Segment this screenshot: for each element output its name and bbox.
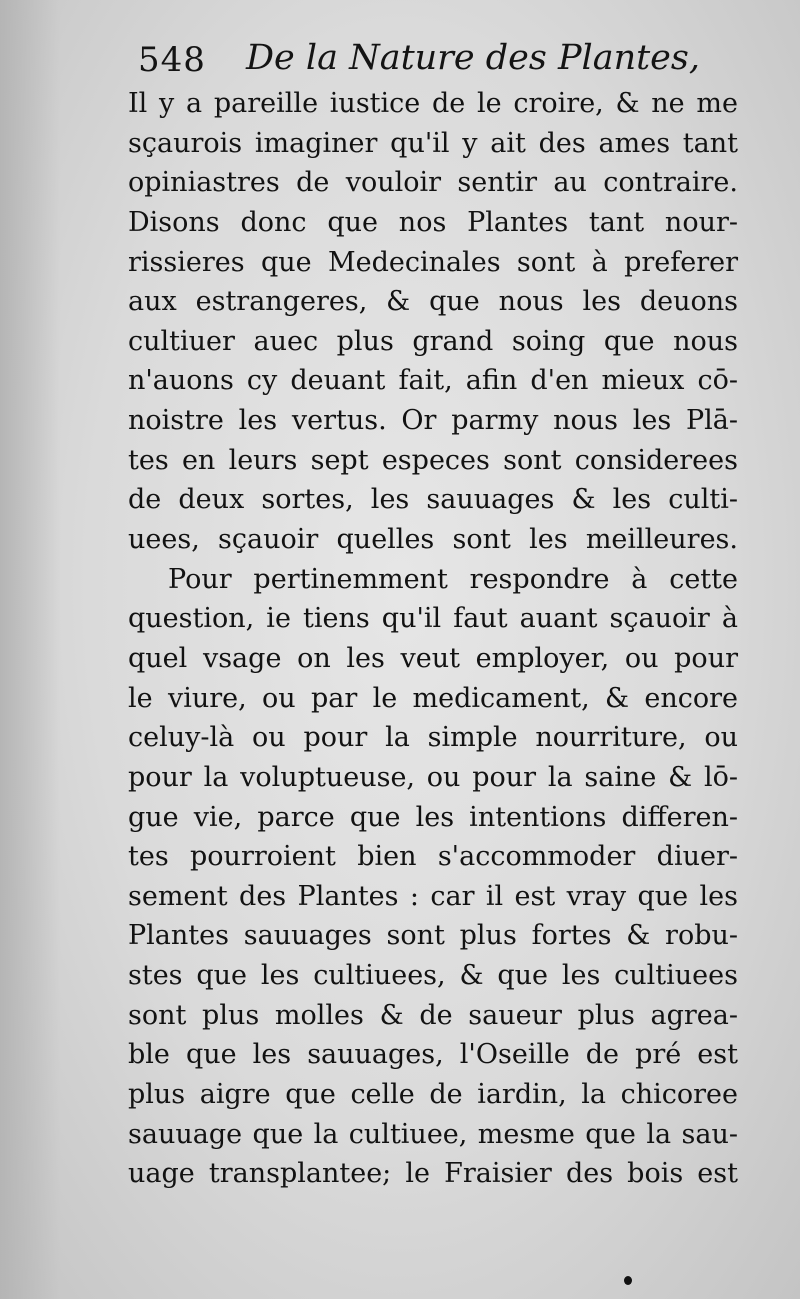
text-line: Il y a pareille iustice de le croire, & ne me [128,88,738,119]
text-line: Plantes sauuages sont plus fortes & robu- [128,920,738,952]
text-line: sauuage que la cultiuee, mesme que la sau- [128,1118,738,1150]
text-line: aux estrangeres, & que nous les deuons [128,286,738,318]
text-line: stes que les cultiuees, & que les cultiuees [128,960,738,992]
text-line: question, ie tiens qu'il faut auant sçauoir à [128,603,738,635]
body-text [128,84,738,1194]
text-line: ble que les sauuages, l'Oseille de pré est [128,1039,738,1071]
text-line: tes pourroient bien s'accommoder diuer- [128,841,738,873]
text-line: pour la voluptueuse, ou pour la saine & lō- [128,761,738,793]
text-line: celuy-là ou pour la simple nourriture, ou [128,722,738,754]
text-line: sont plus molles & de saueur plus agrea- [128,999,738,1031]
text-line: rissieres que Medecinales sont à preferer [128,246,738,278]
text-line: plus aigre que celle de iardin, la chicoree [128,1079,738,1111]
text-line: tes en leurs sept especes sont considerees [128,444,738,476]
running-head [128,36,700,86]
text-line: de deux sortes, les sauuages & les culti- [128,484,738,516]
text-line: n'auons cy deuant fait, afin d'en mieux cō- [128,365,738,397]
text-line: Pour pertinemment respondre à cette [168,563,738,595]
text-line: Disons donc que nos Plantes tant nour- [128,206,738,238]
text-line: gue vie, parce que les intentions differen- [128,801,738,833]
text-line: opiniastres de vouloir sentir au contraire. [128,167,738,199]
text-line: quel vsage on les veut employer, ou pour [128,642,738,674]
page-number: 548 [138,40,206,80]
gutter-shadow [0,0,60,1299]
text-line: cultiuer auec plus grand soing que nous [128,325,738,357]
text-line: noistre les vertus. Or parmy nous les Plā- [128,405,738,437]
text-line: le viure, ou par le medicament, & encore [128,682,738,714]
text-line: sçaurois imaginer qu'il y ait des ames tant [128,127,738,159]
text-line: sement des Plantes : car il est vray que les [128,880,738,912]
text-line: uees, sçauoir quelles sont les meilleures. [128,524,738,556]
text-line: uage transplantee; le Fraisier des bois est [128,1158,738,1190]
running-title: De la Nature des Plantes, [246,38,700,78]
ink-speck [624,1276,632,1285]
